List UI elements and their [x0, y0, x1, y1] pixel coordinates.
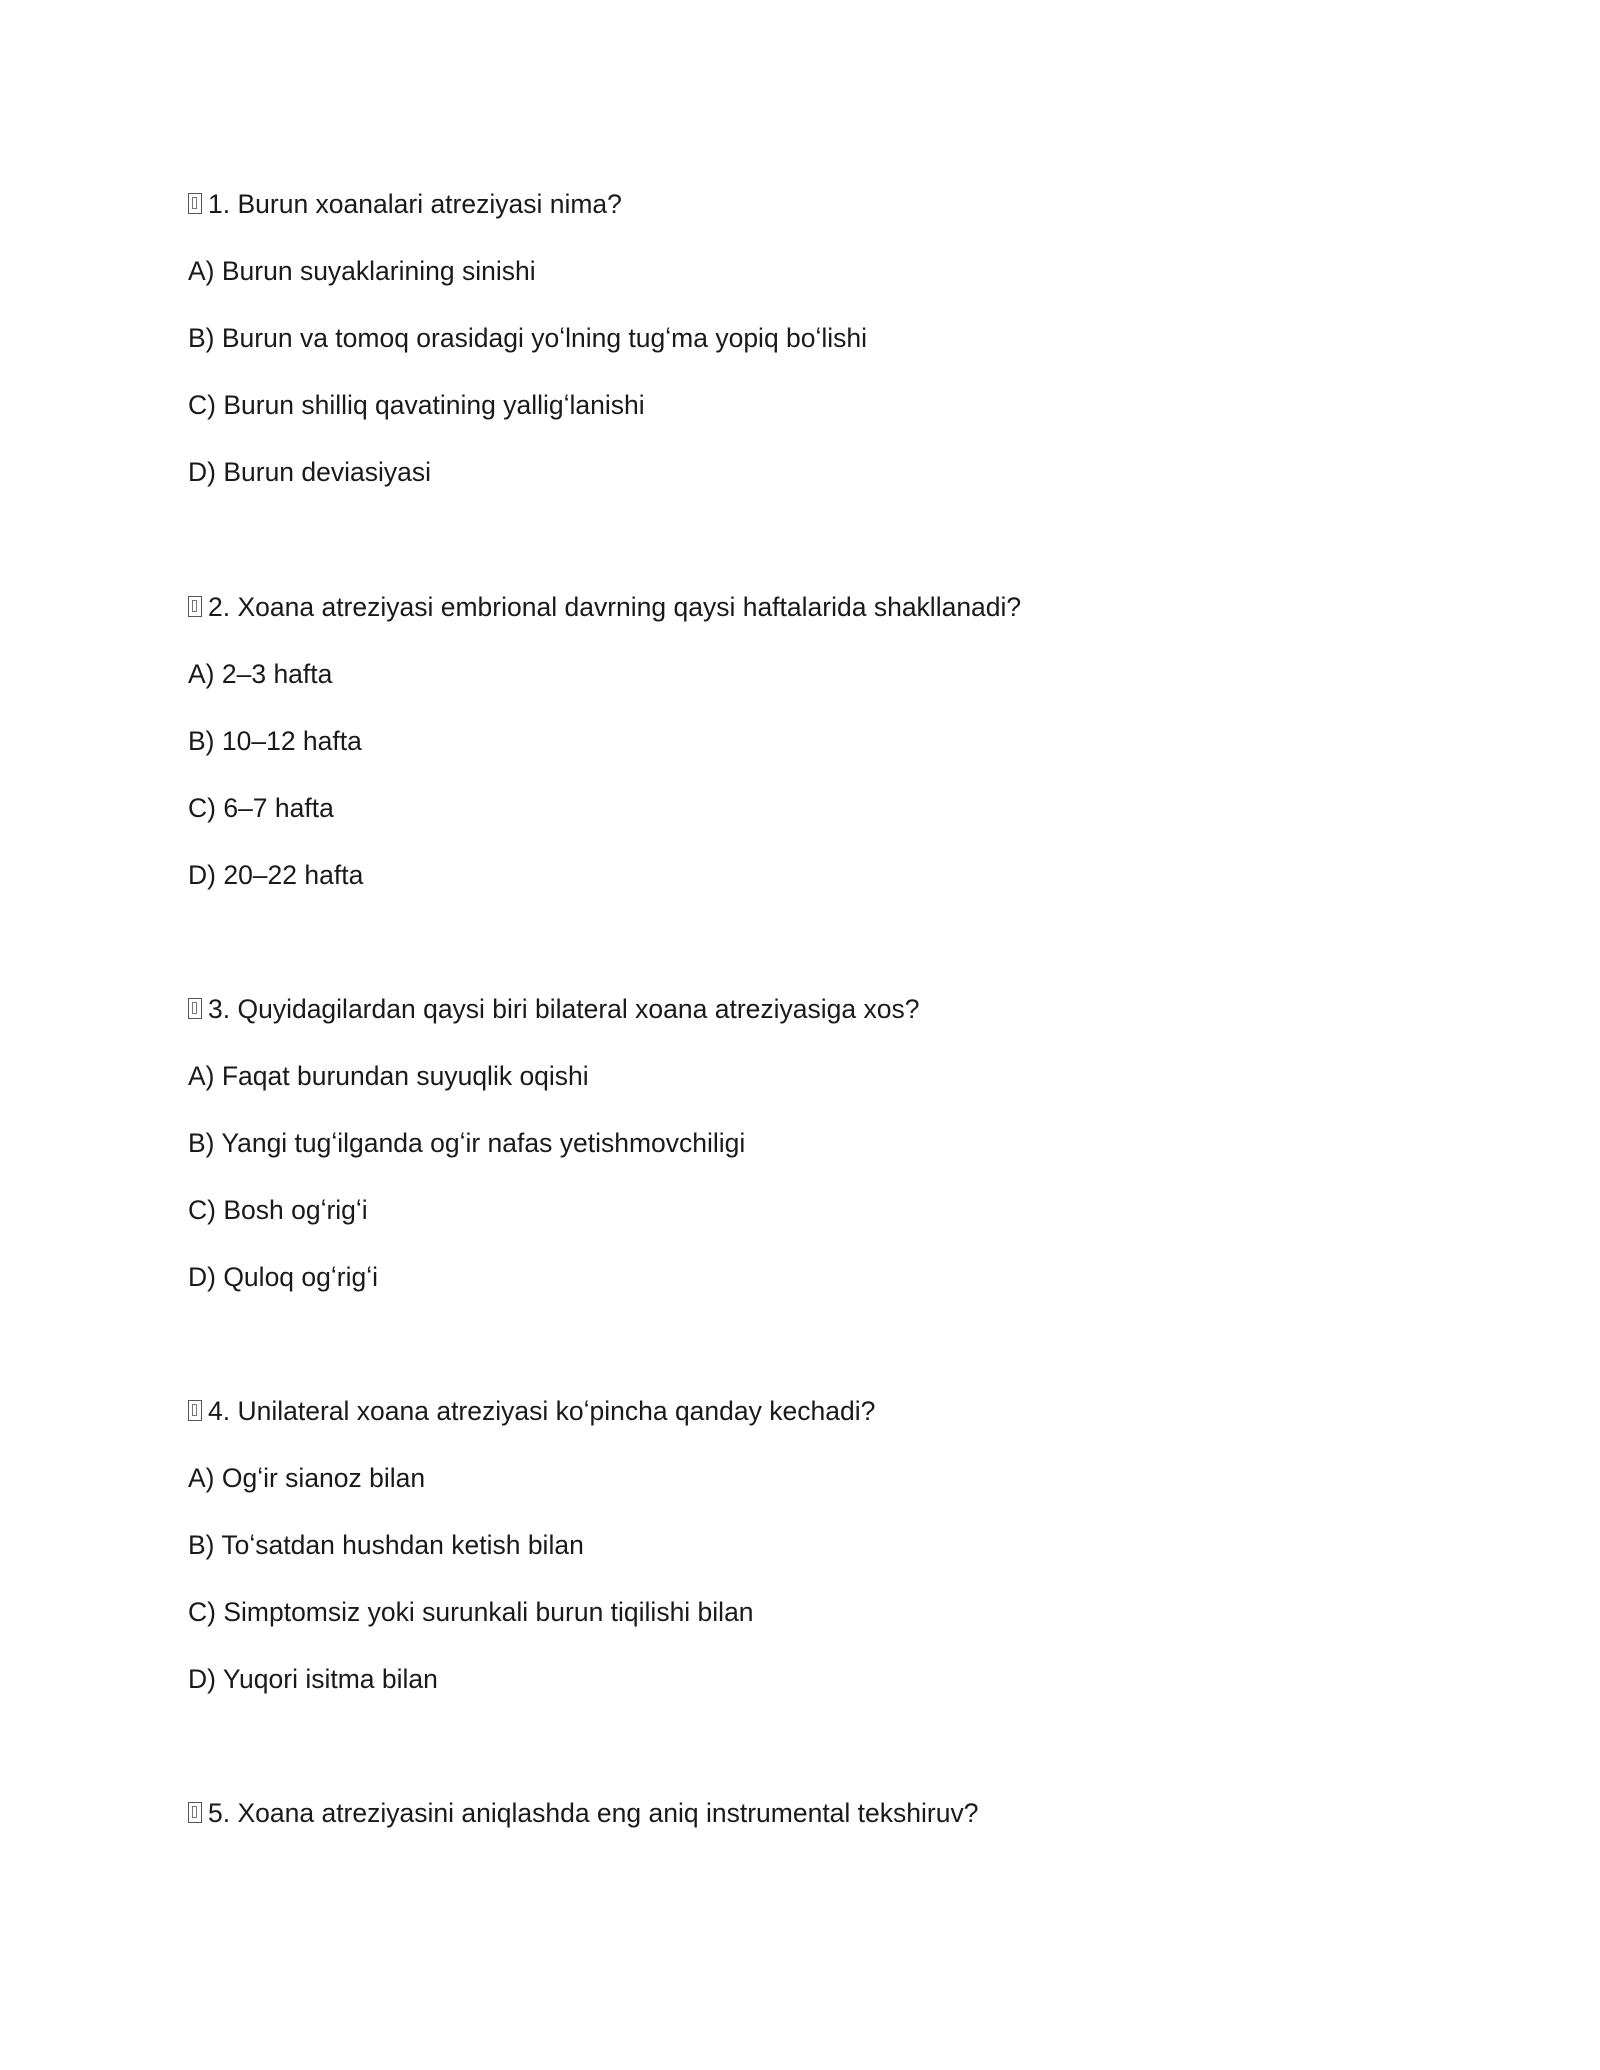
question-3	[188, 994, 1488, 1061]
question-block-3	[188, 994, 1488, 1329]
question-4-option-d: D) Yuqori isitma bilan	[188, 1664, 438, 1694]
question-3-option-b: B) Yangi tugʻilganda ogʻir nafas yetishmovchiligi	[188, 1128, 746, 1158]
missing-glyph-icon	[188, 1802, 202, 1823]
question-1-text: 1. Burun xoanalari atreziyasi nima?	[208, 189, 622, 219]
missing-glyph-icon	[188, 998, 202, 1019]
question-2-option-a: A) 2–3 hafta	[188, 659, 333, 689]
question-2-option-d: D) 20–22 hafta	[188, 860, 364, 890]
question-2	[188, 592, 1488, 659]
question-3-option-c: C) Bosh ogʻrigʻi	[188, 1195, 368, 1225]
question-block-1	[188, 189, 1488, 524]
question-block-5	[188, 1798, 1488, 1865]
question-block-4	[188, 1396, 1488, 1731]
missing-glyph-icon	[188, 193, 202, 214]
question-5	[188, 1798, 1488, 1865]
missing-glyph-icon	[188, 1400, 202, 1421]
question-block-2	[188, 592, 1488, 927]
question-2-option-b: B) 10–12 hafta	[188, 726, 362, 756]
question-4	[188, 1396, 1488, 1463]
missing-glyph-icon	[188, 596, 202, 617]
question-4-option-a: A) Ogʻir sianoz bilan	[188, 1463, 426, 1493]
question-4-option-c: C) Simptomsiz yoki surunkali burun tiqilishi bilan	[188, 1597, 754, 1627]
question-1-option-a: A) Burun suyaklarining sinishi	[188, 256, 536, 286]
question-5-text: 5. Xoana atreziyasini aniqlashda eng aniq instrumental tekshiruv?	[208, 1798, 979, 1828]
question-1-option-c: C) Burun shilliq qavatining yalligʻlanishi	[188, 390, 645, 420]
question-1	[188, 189, 1488, 256]
question-1-option-d: D) Burun deviasiyasi	[188, 457, 432, 487]
question-3-text: 3. Quyidagilardan qaysi biri bilateral xoana atreziyasiga xos?	[208, 994, 920, 1024]
question-3-option-a: A) Faqat burundan suyuqlik oqishi	[188, 1061, 589, 1091]
question-2-option-c: C) 6–7 hafta	[188, 793, 334, 823]
question-2-text: 2. Xoana atreziyasi embrional davrning qaysi haftalarida shakllanadi?	[208, 592, 1022, 622]
question-1-option-b: B) Burun va tomoq orasidagi yoʻlning tugʻma yopiq boʻlishi	[188, 323, 868, 353]
question-4-text: 4. Unilateral xoana atreziyasi koʻpincha qanday kechadi?	[208, 1396, 876, 1426]
question-4-option-b: B) Toʻsatdan hushdan ketish bilan	[188, 1530, 584, 1560]
question-3-option-d: D) Quloq ogʻrigʻi	[188, 1262, 378, 1292]
